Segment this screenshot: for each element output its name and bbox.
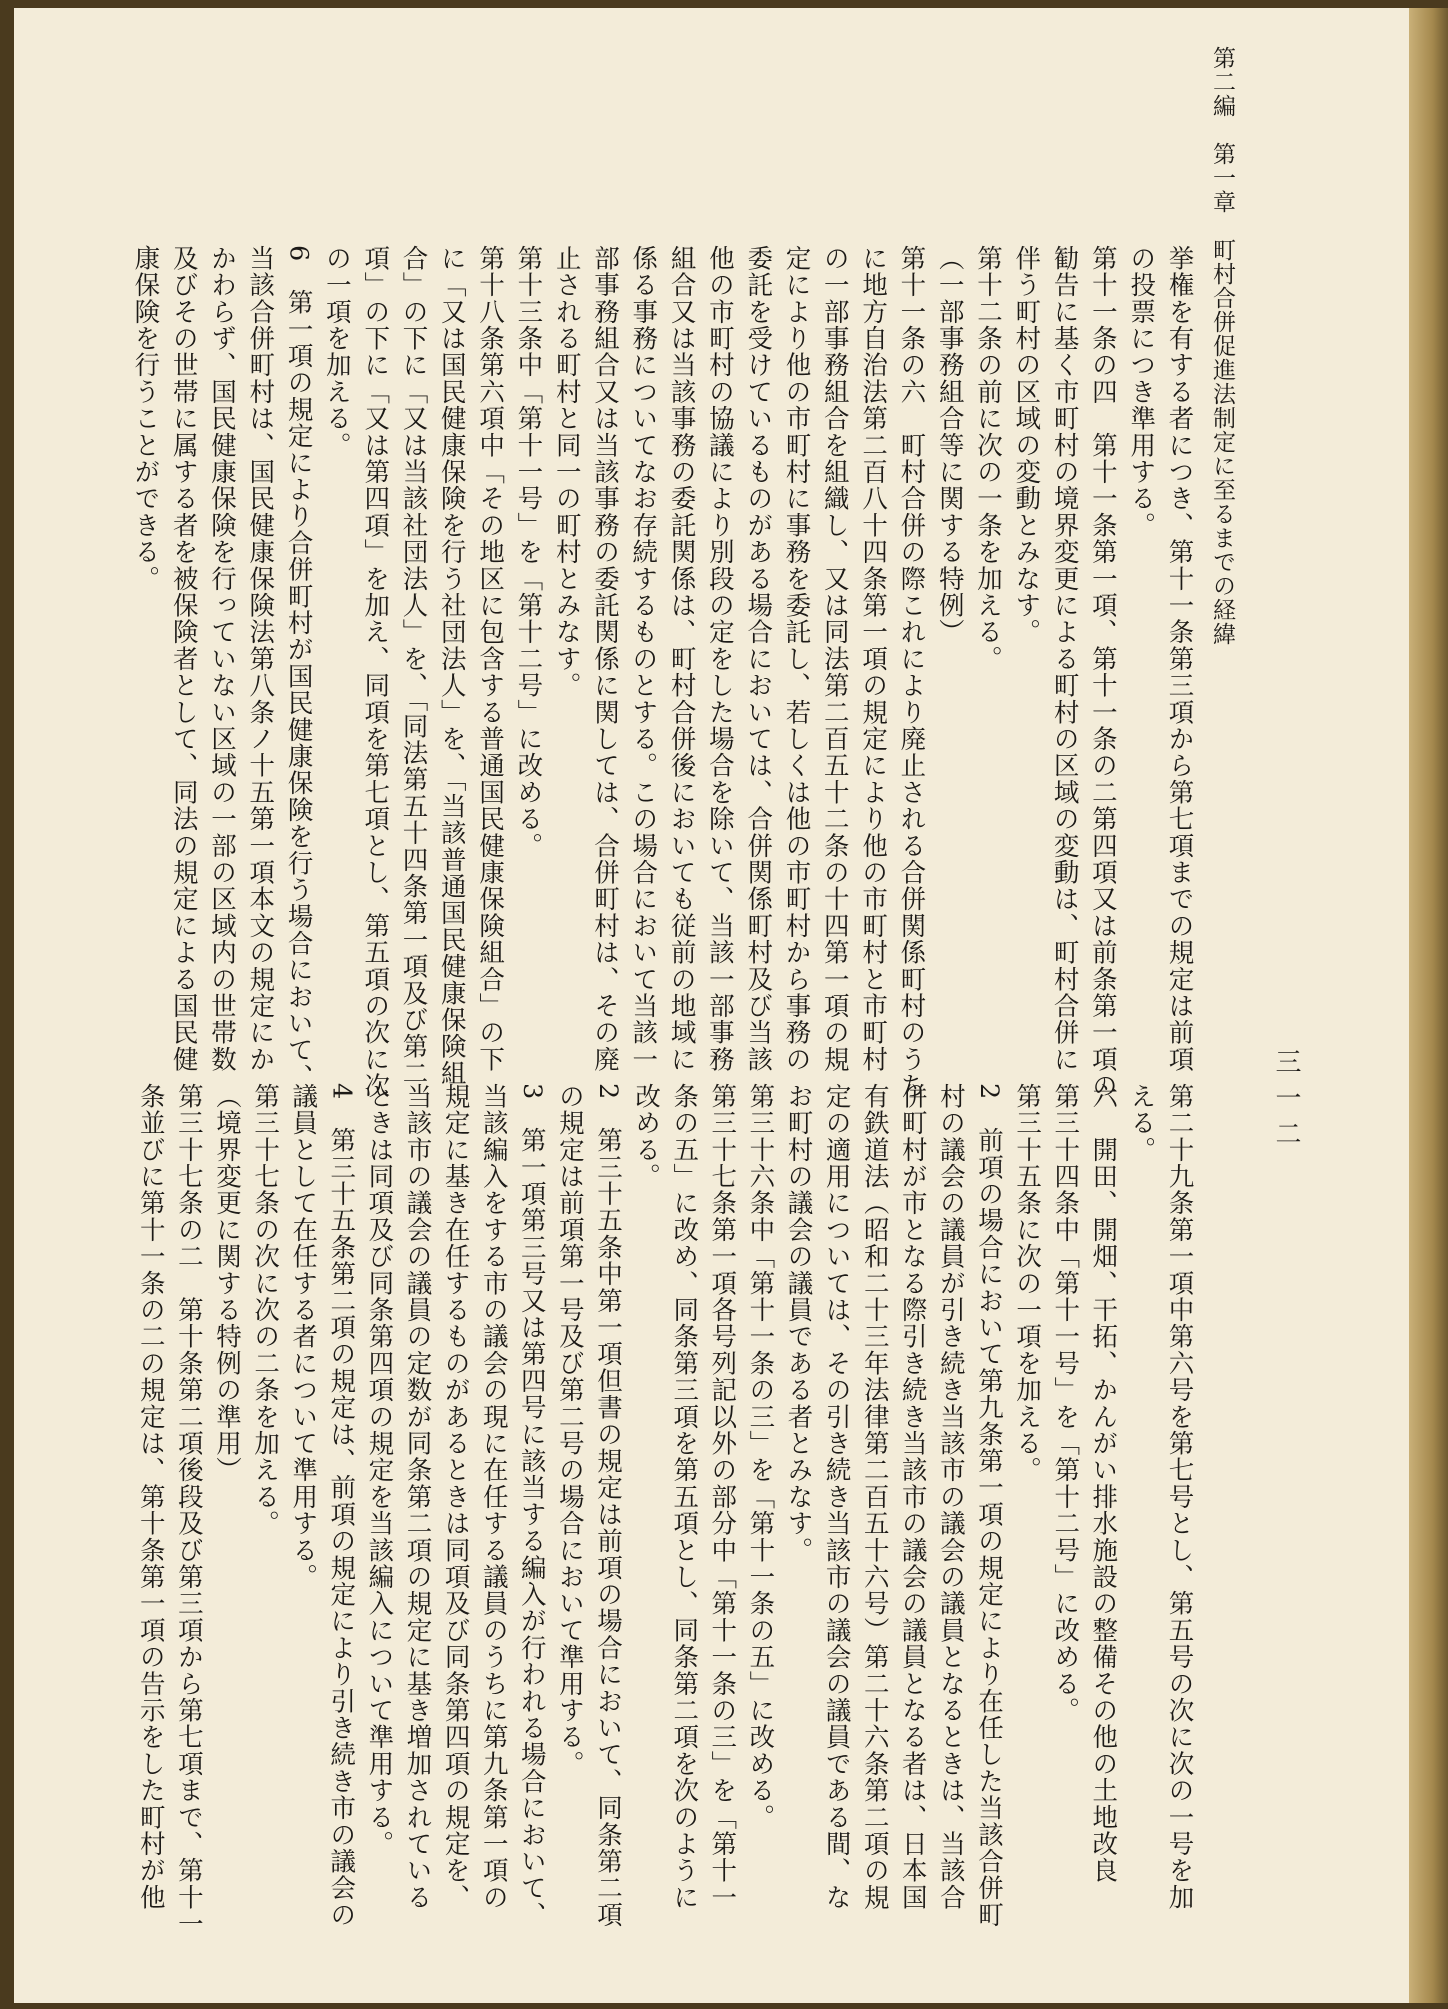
text-column: ときは同項及び同条第四項の規定を当該編入について準用する。 — [364, 1083, 395, 1858]
text-column: 4 第三十五条第二項の規定は、前項の規定により引き続き市の議会の — [326, 1083, 357, 1929]
text-column: に「又は国民健康保険を行う社団法人」を、「当該普通国民健康保険組 — [436, 245, 467, 1087]
text-column: 3 第一項第三号又は第四号に該当する編入が行われる場合において、 — [516, 1083, 547, 1929]
text-column: （境界変更に関する特例の準用） — [212, 1083, 242, 1484]
text-column: 6 第一項の規定により合併町村が国民健康保険を行う場合において、 — [283, 245, 314, 1091]
text-column: 条の五」に改め、同条第三項を第五項とし、同条第二項を次のように — [669, 1083, 700, 1911]
text-column: 係る事務についてなお存続するものとする。この場合において当該一 — [628, 245, 659, 1073]
document-page — [14, 8, 1409, 2003]
text-column: 議員として在任する者について準用する。 — [288, 1083, 319, 1591]
text-column: 部事務組合又は当該事務の委託関係に関しては、合併町村は、その廃 — [590, 245, 620, 1073]
text-column: 改める。 — [631, 1083, 662, 1190]
text-column: 他の市町村の協議により別段の定をした場合を除いて、当該一部事務 — [704, 245, 735, 1073]
text-column: （一部事務組合等に関する特例） — [934, 245, 965, 646]
text-column: 第三十七条第一項各号列記以外の部分中「第十一条の三」を「第十一 — [707, 1083, 738, 1911]
text-column: 条並びに第十一条の二の規定は、第十条第一項の告示をした町村が他 — [135, 1083, 166, 1911]
text-column: お町村の議会の議員である者とみなす。 — [783, 1083, 814, 1564]
text-column: 挙権を有する者につき、第十一条第三項から第七項までの規定は前項 — [1164, 245, 1195, 1073]
text-column: 合」の下に「又は当該社団法人」を、「同法第五十四条第一項及び第二 — [398, 245, 429, 1087]
text-column: 第十三条中「第十一号」を「第十二号」に改める。 — [513, 245, 544, 860]
text-column: 第三十五条に次の一項を加える。 — [1012, 1083, 1043, 1484]
text-column: 及びその世帯に属する者を被保険者として、同法の規定による国民健 — [168, 245, 199, 1073]
text-column: 伴う町村の区域の変動とみなす。 — [1011, 245, 1042, 646]
text-column: 2 前項の場合において第九条第一項の規定により在任した当該合併町 — [974, 1083, 1004, 1929]
text-column: 当該合併町村は、国民健康保険法第八条ノ十五第一項本文の規定にか — [245, 245, 276, 1073]
text-column: 第二十九条第一項中第六号を第七号とし、第五号の次に次の一号を加 — [1164, 1083, 1195, 1911]
text-column: の投票につき準用する。 — [1126, 245, 1157, 539]
text-column: 村の議会の議員が引き続き当該市の議会の議員となるときは、当該合 — [935, 1083, 966, 1911]
text-column: 当該市の議会の議員の定数が同条第二項の規定に基き増加されている — [402, 1083, 433, 1911]
text-column: 定により他の市町村に事務を委託し、若しくは他の市町村から事務の — [781, 245, 812, 1073]
text-column: 第十二条の前に次の一条を加える。 — [973, 245, 1003, 673]
text-column: 第三十七条の二 第十条第二項後段及び第三項から第七項まで、第十一 — [173, 1083, 204, 1938]
text-column: える。 — [1126, 1083, 1157, 1164]
text-column: 第三十四条中「第十一号」を「第十二号」に改める。 — [1050, 1083, 1081, 1724]
text-column: 項」の下に「又は第四項」を加え、同項を第七項とし、第五項の次に次 — [360, 245, 391, 1100]
page-number: 三一二 — [1271, 1048, 1301, 1156]
page-edge — [1409, 8, 1448, 2003]
text-column: に地方自治法第二百八十四条第一項の規定により他の市町村と市町村 — [858, 245, 889, 1073]
text-column: 第十一条の四 第十一条第一項、第十一条の二第四項又は前条第一項の — [1087, 245, 1118, 1100]
text-column: の一項を加える。 — [321, 245, 352, 459]
text-column: 定の適用については、その引き続き当該市の議会の議員である間、な — [821, 1083, 852, 1911]
text-column: 2 第三十五条中第一項但書の規定は前項の場合において、同条第二項 — [593, 1083, 623, 1929]
text-column: 止される町村と同一の町村とみなす。 — [551, 245, 582, 699]
text-column: 第十八条第六項中「その地区に包含する普通国民健康保険組合」の下 — [475, 245, 506, 1073]
text-column: 有鉄道法（昭和二十三年法律第二百五十六号）第二十六条第二項の規 — [859, 1083, 890, 1911]
text-column: 第十一条の六 町村合併の際これにより廃止される合併関係町村のうち — [896, 245, 927, 1100]
running-title: 第二編 第一章 町村合併促進法制定に至るまでの経緯 — [1209, 46, 1235, 646]
text-column: の規定は前項第一号及び第二号の場合において準用する。 — [554, 1083, 585, 1778]
text-column: 六 開田、開畑、干拓、かんがい排水施設の整備その他の土地改良 — [1088, 1083, 1119, 1884]
text-column: 当該編入をする市の議会の現に在任する議員のうちに第九条第一項の — [478, 1083, 509, 1911]
text-column: 第三十七条の次に次の二条を加える。 — [250, 1083, 281, 1537]
text-column: 併町村が市となる際引き続き当該市の議会の議員となる者は、日本国 — [897, 1083, 928, 1911]
text-column: かわらず、国民健康保険を行っていない区域の一部の区域内の世帯数 — [207, 245, 237, 1073]
text-column: 組合又は当該事務の委託関係は、町村合併後においても従前の地域に — [666, 245, 697, 1073]
text-column: の一部事務組合を組織し、又は同法第二百五十二条の十四第一項の規 — [819, 245, 850, 1073]
text-column: 康保険を行うことができる。 — [130, 245, 161, 593]
text-column: 規定に基き在任するものがあるときは同項及び同条第四項の規定を、 — [440, 1083, 471, 1911]
text-column: 勧告に基く市町村の境界変更による町村の区域の変動は、町村合併に — [1049, 245, 1080, 1073]
text-column: 第三十六条中「第十一条の三」を「第十一条の五」に改める。 — [745, 1083, 776, 1831]
text-column: 委託を受けているものがある場合においては、合併関係町村及び当該 — [743, 245, 774, 1073]
